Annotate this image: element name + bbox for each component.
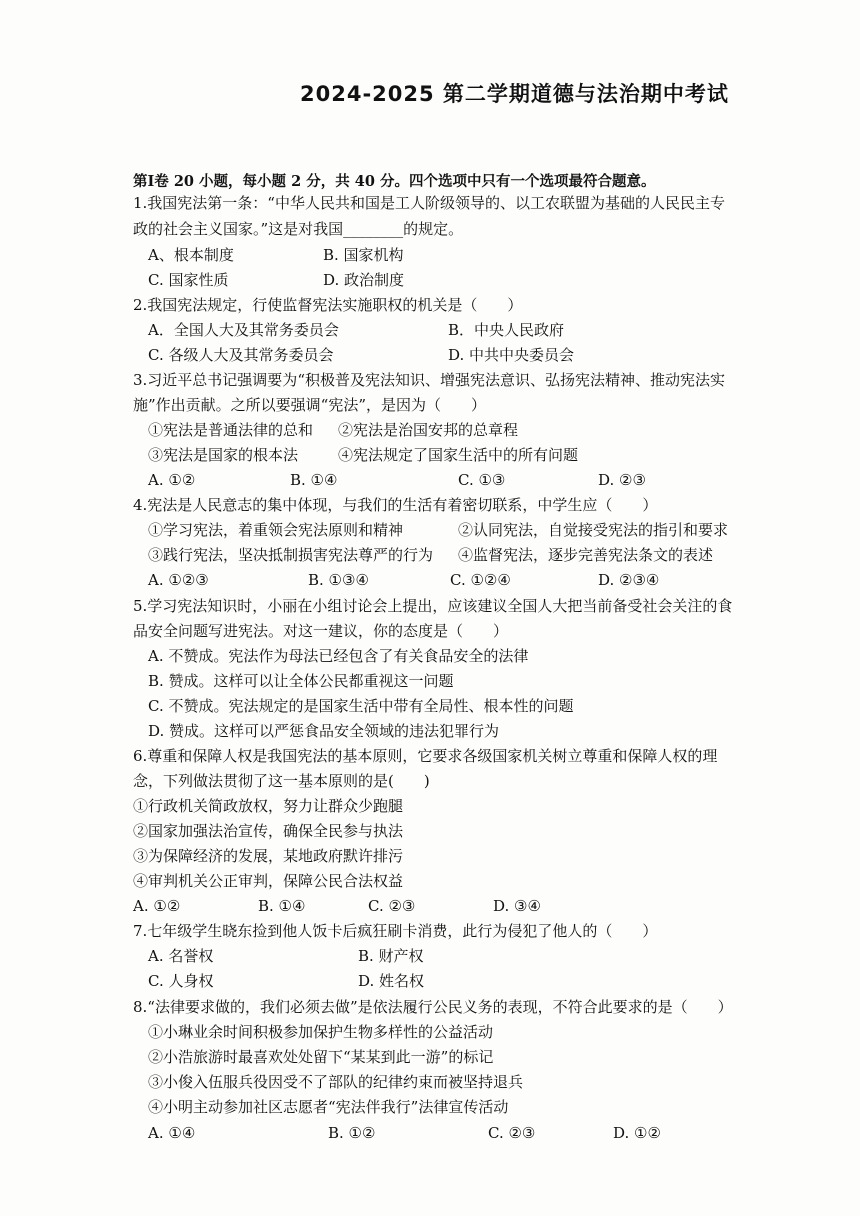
question-7-option-a: A. 名誉权	[148, 947, 214, 965]
question-3-item-1: ①宪法是普通法律的总和	[148, 421, 314, 439]
question-5-option-a: A. 不赞成。宪法作为母法已经包含了有关食品安全的法律	[148, 647, 529, 665]
question-6-item-3: ③为保障经济的发展，某地政府默许排污	[133, 847, 404, 865]
question-5-stem-line-1: 5.学习宪法知识时，小丽在小组讨论会上提出，应该建议全国人大把当前备受社会关注的食	[133, 597, 733, 615]
question-1-option-c: C. 国家性质	[148, 271, 229, 289]
question-6-item-4: ④审判机关公正审判，保障公民合法权益	[133, 872, 404, 890]
question-7-option-b: B. 财产权	[358, 947, 424, 965]
question-6-option-a: A. ①②	[133, 897, 181, 915]
question-8-option-d: D. ①②	[613, 1124, 661, 1142]
question-1-stem-line-1: 1.我国宪法第一条：“中华人民共和国是工人阶级领导的、以工农联盟为基础的人民民主专	[133, 194, 725, 212]
question-6-option-b: B. ①④	[258, 897, 306, 915]
question-4-stem-line-1: 4.宪法是人民意志的集中体现，与我们的生活有着密切联系，中学生应（ ）	[133, 496, 658, 514]
question-6-stem-line-2: 念，下列做法贯彻了这一基本原则的是( )	[133, 772, 430, 790]
question-3-option-d: D. ②③	[598, 471, 646, 489]
question-2-stem-line-1: 2.我国宪法规定，行使监督宪法实施职权的机关是（ ）	[133, 296, 523, 314]
question-6-option-d: D. ③④	[493, 897, 541, 915]
question-5-option-d: D. 赞成。这样可以严惩食品安全领域的违法犯罪行为	[148, 722, 500, 740]
question-2-option-b: B．中央人民政府	[448, 321, 565, 339]
question-4-item-2: ②认同宪法，自觉接受宪法的指引和要求	[458, 521, 729, 539]
question-6-item-2: ②国家加强法治宣传，确保全民参与执法	[133, 822, 404, 840]
question-6-item-1: ①行政机关简政放权，努力让群众少跑腿	[133, 797, 404, 815]
question-3-option-c: C. ①③	[458, 471, 506, 489]
question-5-option-c: C. 不赞成。宪法规定的是国家生活中带有全局性、根本性的问题	[148, 697, 574, 715]
question-6-option-c: C. ②③	[368, 897, 416, 915]
question-3-stem-line-2: 施”作出贡献。之所以要强调“宪法”，是因为（ ）	[133, 396, 487, 414]
question-1-option-d: D. 政治制度	[323, 271, 405, 289]
question-7-option-c: C. 人身权	[148, 972, 214, 990]
question-3-item-3: ③宪法是国家的根本法	[148, 446, 299, 464]
question-3-option-a: A. ①②	[148, 471, 196, 489]
question-4-option-b: B. ①③④	[308, 571, 369, 589]
question-8-item-3: ③小俊入伍服兵役因受不了部队的纪律约束而被坚持退兵	[148, 1073, 524, 1091]
question-4-option-d: D. ②③④	[598, 571, 660, 589]
question-4-option-a: A. ①②③	[148, 571, 209, 589]
question-7-option-d: D. 姓名权	[358, 972, 425, 990]
question-3-item-2: ②宪法是治国安邦的总章程	[338, 421, 519, 439]
question-8-option-b: B. ①②	[328, 1124, 376, 1142]
question-1-option-a: A、根本制度	[148, 246, 234, 264]
question-6-stem-line-1: 6.尊重和保障人权是我国宪法的基本原则，它要求各级国家机关树立尊重和保障人权的理	[133, 747, 718, 765]
question-4-item-3: ③践行宪法，坚决抵制损害宪法尊严的行为	[148, 546, 434, 564]
question-8-stem-line-1: 8.“法律要求做的，我们必须去做”是依法履行公民义务的表现，不符合此要求的是（ ）	[133, 998, 733, 1016]
question-8-item-2: ②小浩旅游时最喜欢处处留下“某某到此一游”的标记	[148, 1048, 494, 1066]
question-1-option-b: B. 国家机构	[323, 246, 404, 264]
question-3-item-4: ④宪法规定了国家生活中的所有问题	[338, 446, 579, 464]
question-4-item-1: ①学习宪法，着重领会宪法原则和精神	[148, 521, 404, 539]
question-5-option-b: B. 赞成。这样可以让全体公民都重视这一问题	[148, 672, 454, 690]
question-3-option-b: B. ①④	[290, 471, 338, 489]
question-2-option-c: C. 各级人大及其常务委员会	[148, 346, 334, 364]
question-1-stem-line-2: 政的社会主义国家。”这是对我国________的规定。	[133, 220, 464, 238]
question-8-item-1: ①小琳业余时间积极参加保护生物多样性的公益活动	[148, 1023, 494, 1041]
question-7-stem-line-1: 7.七年级学生晓东捡到他人饭卡后疯狂刷卡消费，此行为侵犯了他人的（ ）	[133, 922, 658, 940]
question-2-option-d: D. 中共中央委员会	[448, 346, 575, 364]
exam-title: 2024-2025 第二学期道德与法治期中考试	[300, 82, 729, 106]
question-8-option-a: A. ①④	[148, 1124, 196, 1142]
question-2-option-a: A．全国人大及其常务委员会	[148, 321, 339, 339]
section-header: 第Ⅰ卷 20 小题，每小题 2 分，共 40 分。四个选项中只有一个选项最符合题意。	[133, 173, 656, 190]
question-4-item-4: ④监督宪法，逐步完善宪法条文的表述	[458, 546, 714, 564]
question-5-stem-line-2: 品安全问题写进宪法。对这一建议，你的态度是（ ）	[133, 622, 509, 640]
question-8-option-c: C. ②③	[488, 1124, 536, 1142]
question-4-option-c: C. ①②④	[450, 571, 511, 589]
question-3-stem-line-1: 3.习近平总书记强调要为“积极普及宪法知识、增强宪法意识、弘扬宪法精神、推动宪法实	[133, 371, 725, 389]
question-8-item-4: ④小明主动参加社区志愿者“宪法伴我行”法律宣传活动	[148, 1098, 509, 1116]
